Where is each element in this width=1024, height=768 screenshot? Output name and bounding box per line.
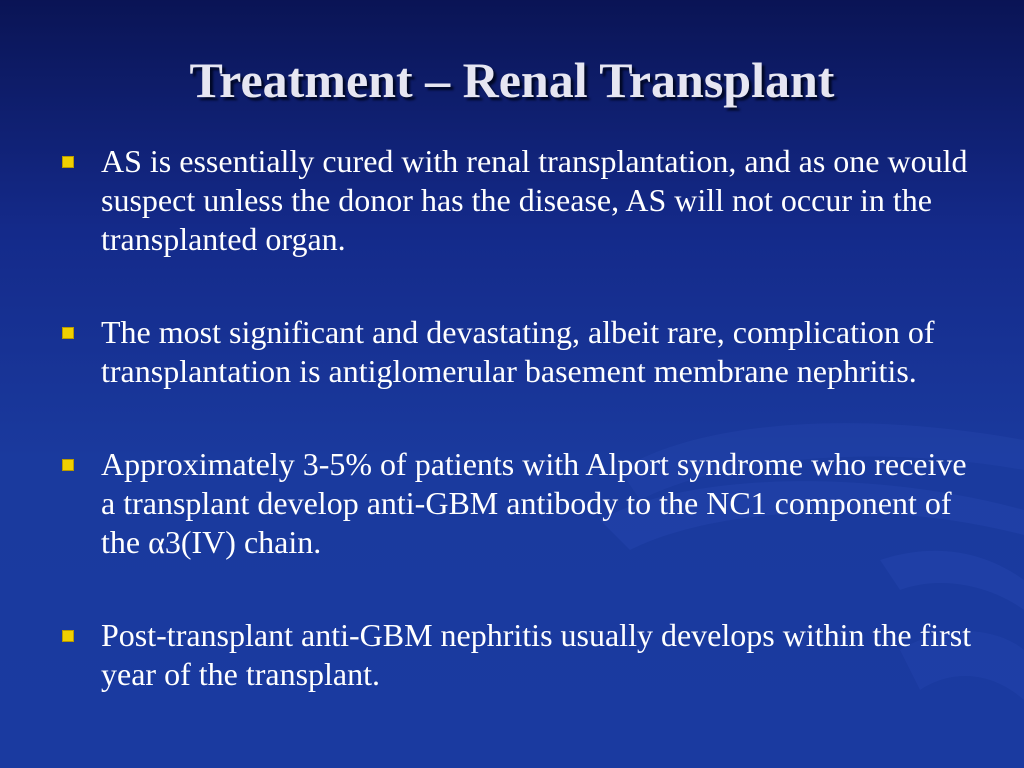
bullet-item (62, 313, 972, 391)
bullet-text: The most significant and devastating, albeit rare, complication of transplantation is antiglomerular basement membrane nephritis. (101, 314, 935, 389)
bullet-item (62, 616, 972, 694)
square-bullet-icon (62, 156, 74, 168)
square-bullet-icon (62, 327, 74, 339)
square-bullet-icon (62, 459, 74, 471)
square-bullet-icon (62, 630, 74, 642)
bullet-item (62, 445, 972, 562)
bullet-list (62, 142, 972, 748)
slide-title: Treatment – Renal Transplant (189, 52, 835, 108)
bullet-item (62, 142, 972, 259)
bullet-text: AS is essentially cured with renal transplantation, and as one would suspect unless the donor has the disease, AS will not occur in the transplanted organ. (101, 143, 968, 257)
bullet-text: Approximately 3-5% of patients with Alport syndrome who receive a transplant develop anti-GBM antibody to the NC1 component of the α3(IV) chain. (101, 446, 967, 560)
bullet-text: Post-transplant anti-GBM nephritis usually develops within the first year of the transplant. (101, 617, 972, 692)
